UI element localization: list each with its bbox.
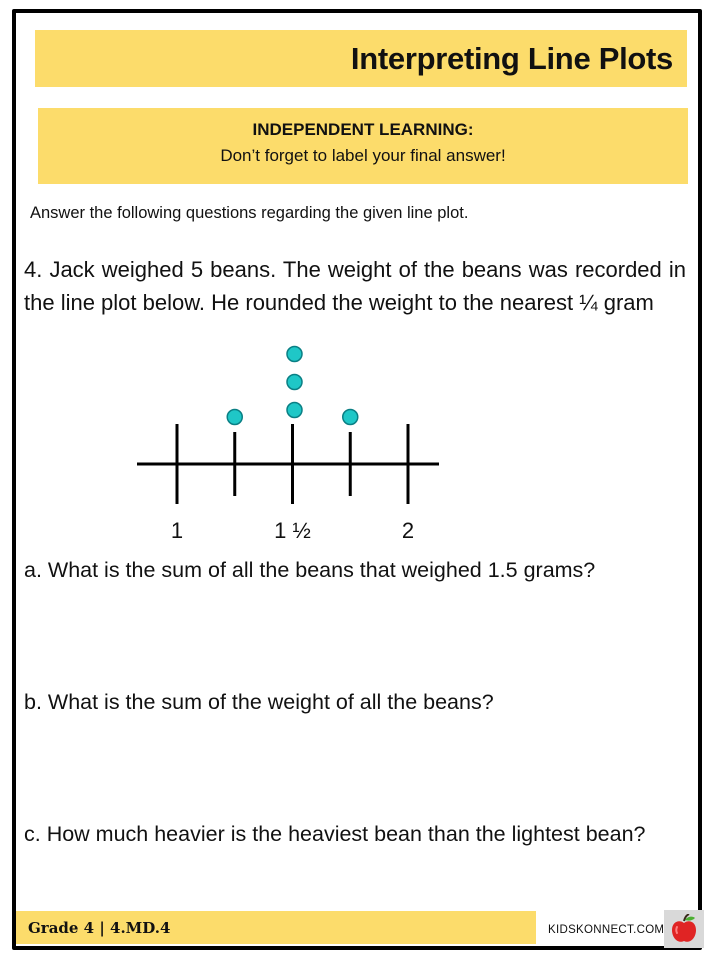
tick-label: 2 xyxy=(401,518,415,543)
question-part-a: a. What is the sum of all the beans that weighed 1.5 grams? xyxy=(24,558,596,582)
footer-grade-bar xyxy=(16,911,536,944)
question-part-b: b. What is the sum of the weight of all the beans? xyxy=(24,690,494,714)
grade-label: Grade 4 | 4.MD.4 xyxy=(28,918,171,937)
tick-label: 1 xyxy=(170,518,184,543)
data-point xyxy=(287,347,302,362)
data-point xyxy=(343,410,358,425)
data-point xyxy=(227,410,242,425)
tick-label: 1 ½ xyxy=(274,518,311,543)
page-title: Interpreting Line Plots xyxy=(350,40,673,76)
logo-box xyxy=(664,910,704,948)
instructions-text: Answer the following questions regarding the given line plot. xyxy=(30,204,469,222)
learning-text: Don’t forget to label your final answer! xyxy=(220,146,506,165)
question-part-c: c. How much heavier is the heaviest bean than the lightest bean? xyxy=(24,822,646,846)
learning-heading: INDEPENDENT LEARNING: xyxy=(252,120,474,139)
data-point xyxy=(287,375,302,390)
site-name: KIDSKONNECT.COM xyxy=(548,924,665,936)
data-point xyxy=(287,403,302,418)
question-text: 4. Jack weighed 5 beans. The weight of the beans was recorded in the line plot below. He rounded the weight to the nearest ¼ gram xyxy=(24,257,686,315)
apple-icon xyxy=(670,914,698,944)
